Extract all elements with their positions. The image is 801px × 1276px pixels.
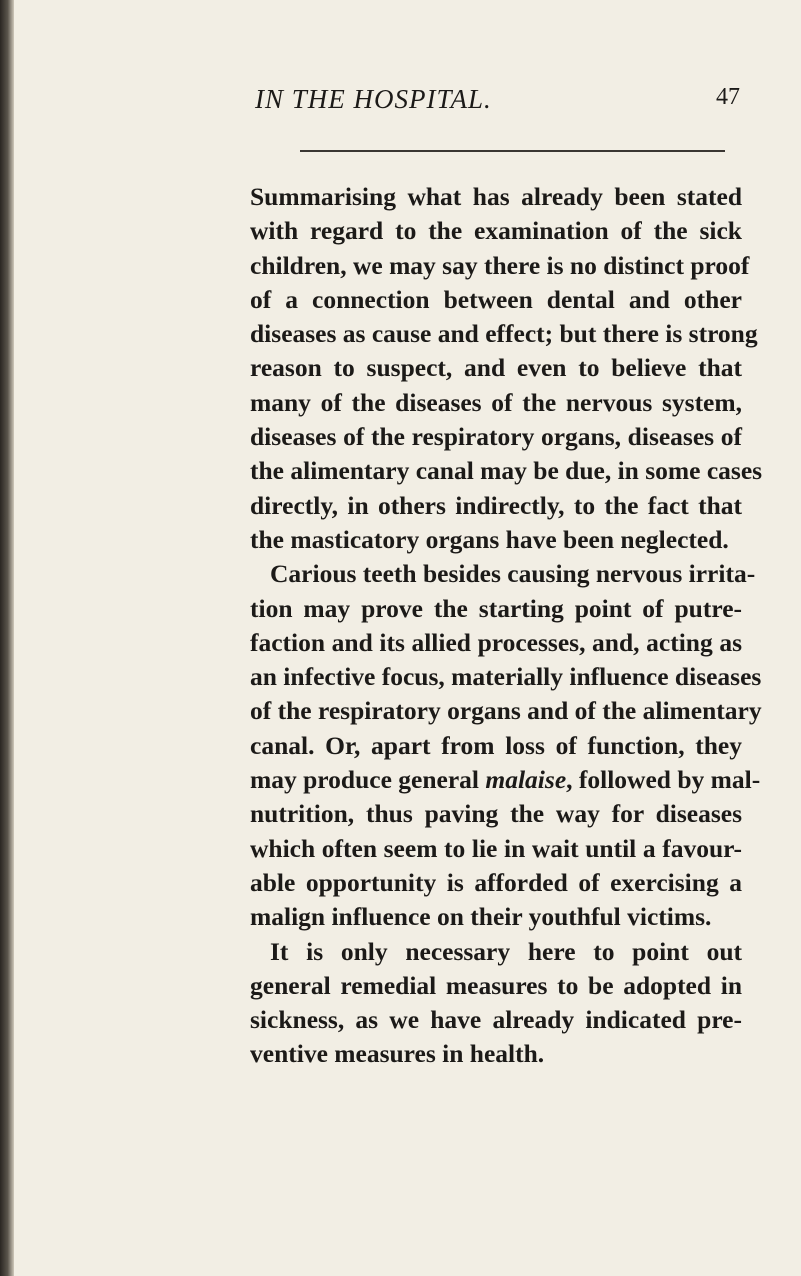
text-line xyxy=(250,832,742,866)
text-line xyxy=(250,283,742,317)
text-line xyxy=(250,523,742,557)
line-text: may produce general xyxy=(250,765,486,795)
text-line xyxy=(250,1037,742,1071)
text-line xyxy=(250,969,742,1003)
line-text: sickness, as we have already indicated pre- xyxy=(250,1005,742,1035)
line-text: which often seem to lie in wait until a favour- xyxy=(250,833,742,863)
text-line xyxy=(250,386,742,420)
text-line xyxy=(250,694,762,728)
text-line xyxy=(250,626,742,660)
line-text: many of the diseases of the nervous system, xyxy=(250,387,742,417)
line-text: the masticatory organs have been neglected. xyxy=(250,524,729,554)
text-line xyxy=(250,317,758,351)
line-text: diseases of the respiratory organs, diseases of xyxy=(250,422,742,452)
line-text: canal. Or, apart from loss of function, they xyxy=(250,730,742,760)
text-line xyxy=(250,729,742,763)
line-text: It is only necessary here to point out xyxy=(270,936,742,966)
line-text: of a connection between dental and other xyxy=(250,284,742,314)
text-line xyxy=(250,592,742,626)
text-line xyxy=(250,351,742,385)
line-text: tion may prove the starting point of putre- xyxy=(250,593,742,623)
line-text: reason to suspect, and even to believe that xyxy=(250,353,742,383)
text-line xyxy=(250,763,761,797)
line-text: general remedial measures to be adopted in xyxy=(250,970,742,1000)
running-header: IN THE HOSPITAL. xyxy=(255,84,492,114)
text-line xyxy=(250,557,756,591)
header-rule xyxy=(300,150,725,152)
page-number: 47 xyxy=(716,84,740,110)
line-text: , followed by mal- xyxy=(566,765,761,795)
line-text: Summarising what has already been stated xyxy=(250,182,742,211)
text-line xyxy=(250,866,742,900)
line-text: the alimentary canal may be due, in some cases xyxy=(250,456,763,486)
text-line xyxy=(250,420,742,454)
line-text: children, we may say there is no distinct proof xyxy=(250,250,750,280)
line-text: nutrition, thus paving the way for diseases xyxy=(250,799,742,829)
text-line xyxy=(250,797,742,831)
italic-word: malaise xyxy=(485,765,567,795)
line-text: faction and its allied processes, and, acting as xyxy=(250,627,742,657)
line-text: able opportunity is afforded of exercising a xyxy=(250,867,742,897)
line-text: ventive measures in health. xyxy=(250,1039,545,1069)
text-line xyxy=(250,454,763,488)
text-line xyxy=(250,214,742,248)
line-text: with regard to the examination of the sick xyxy=(250,216,742,246)
line-text: directly, in others indirectly, to the fact that xyxy=(250,490,742,520)
text-line xyxy=(250,660,762,694)
line-text: an infective focus, materially influence diseases xyxy=(250,662,762,692)
text-line xyxy=(250,900,742,934)
text-line xyxy=(250,935,742,969)
line-text: of the respiratory organs and of the alimentary xyxy=(250,696,762,726)
book-binding-edge xyxy=(0,0,14,1276)
body-text xyxy=(250,180,763,1072)
text-line xyxy=(250,1003,742,1037)
line-text: Carious teeth besides causing nervous irrita- xyxy=(270,559,756,589)
text-line xyxy=(250,180,742,214)
line-text: malign influence on their youthful victims. xyxy=(250,902,712,932)
text-line xyxy=(250,249,750,283)
line-text: diseases as cause and effect; but there is strong xyxy=(250,319,758,349)
text-line xyxy=(250,489,742,523)
